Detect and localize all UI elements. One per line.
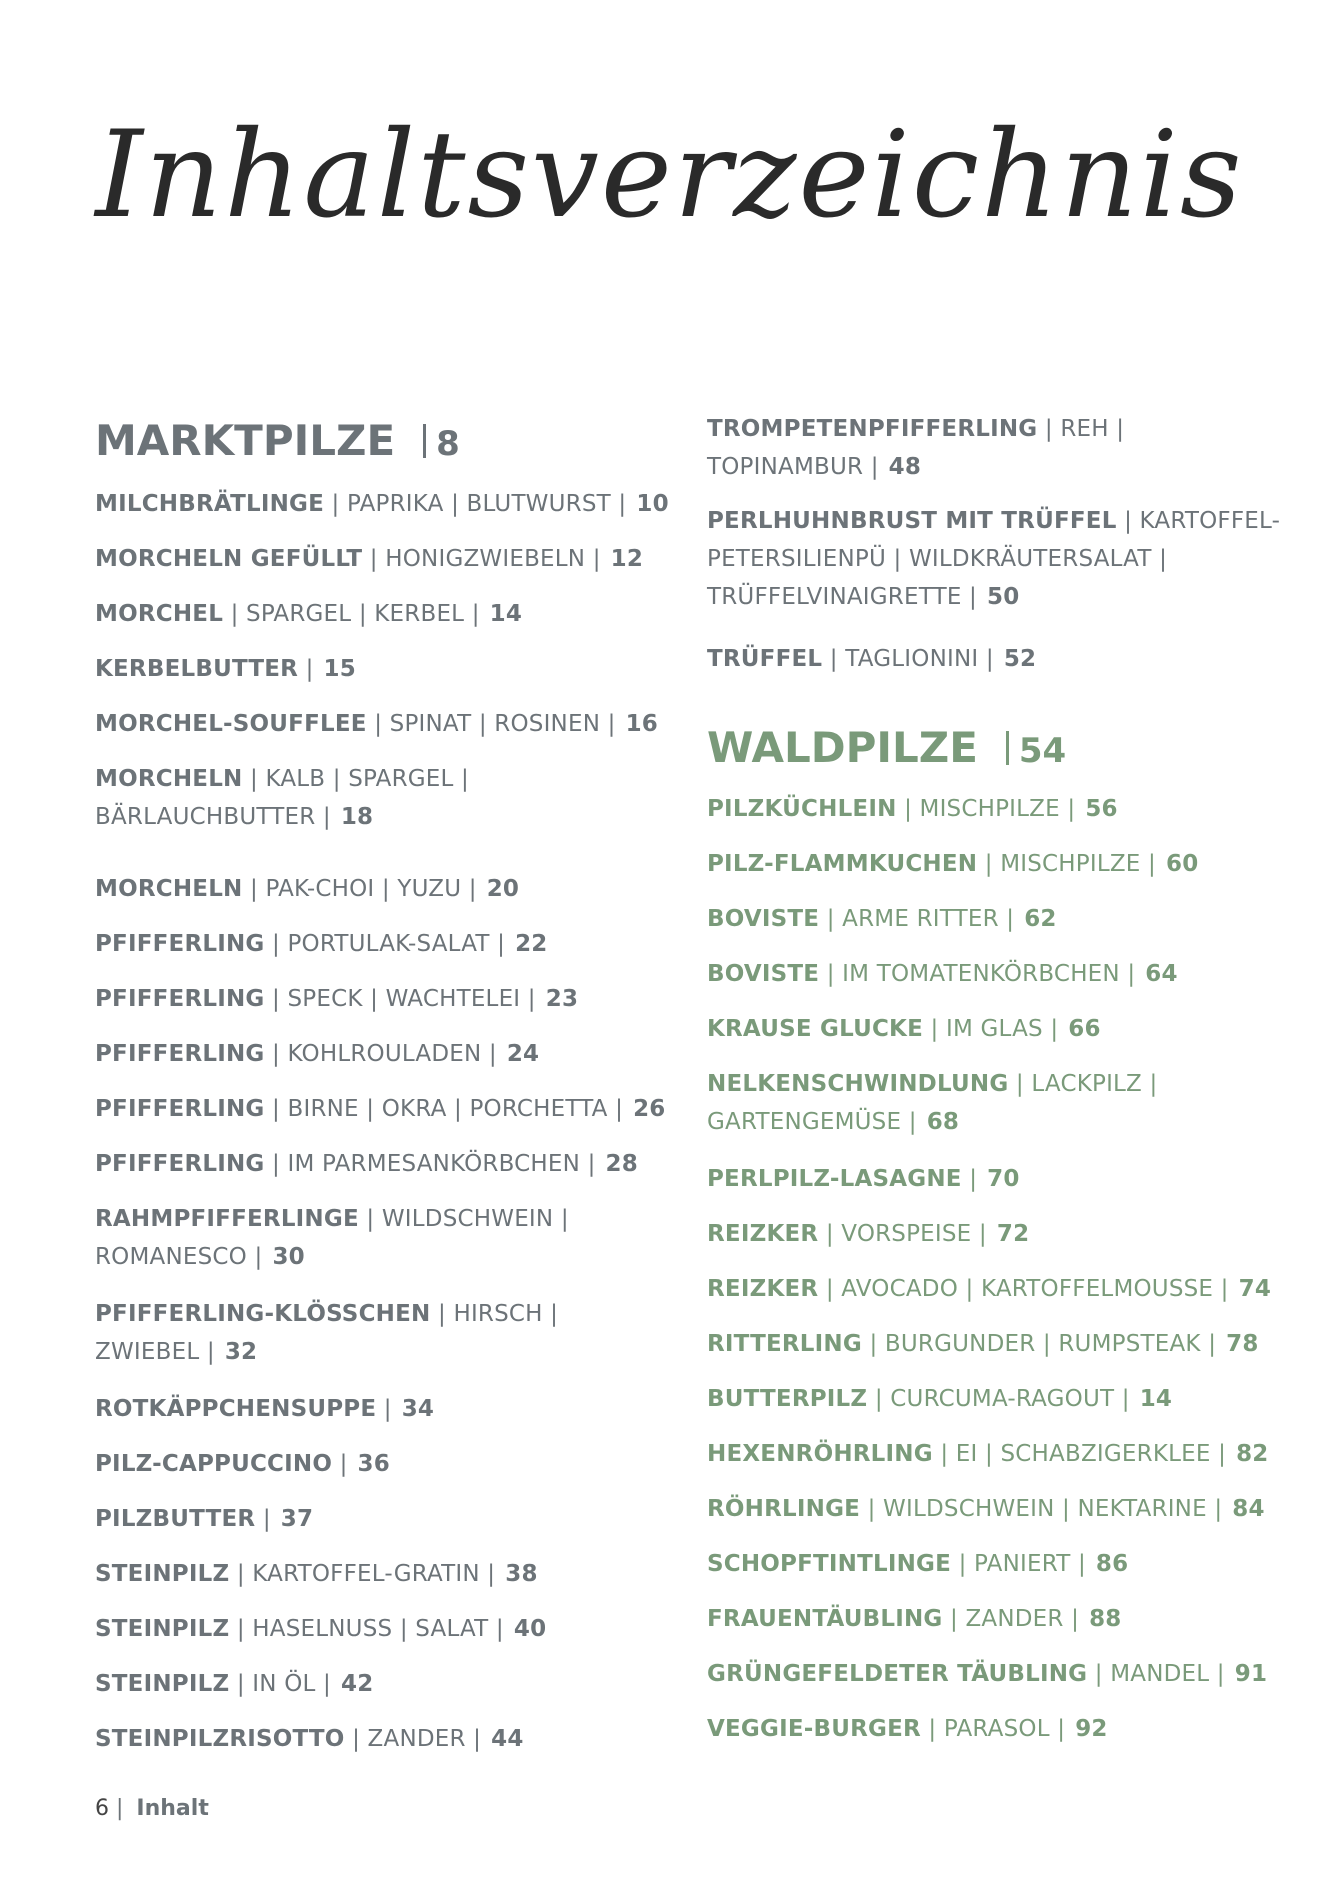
toc-entry-title: PFIFFERLING [95,986,265,1012]
toc-entry-title: GRÜNGEFELDETER TÄUBLING [707,1661,1088,1687]
toc-entry-detail: | IM PARMESANKÖRBCHEN | [272,1151,596,1177]
toc-entry [95,1295,558,1371]
toc-entry-page: 26 [633,1096,666,1122]
toc-entry-title: RAHMPFIFFERLINGE [95,1206,359,1232]
toc-entry-detail: | MISCHPILZE | [984,851,1156,877]
toc-entry-title: RÖHRLINGE [707,1496,861,1522]
toc-entry [707,410,1124,486]
toc-entry-detail: | AVOCADO | KARTOFFELMOUSSE | [825,1276,1229,1302]
toc-entry [707,1065,1157,1141]
toc-entry [707,845,1198,883]
toc-entry-detail: | BURGUNDER | RUMPSTEAK | [869,1331,1217,1357]
toc-entry-detail: | KALB | SPARGEL | [250,766,469,792]
section-title: WALDPILZE [707,723,978,772]
toc-entry-line [95,798,469,836]
toc-entry-line [707,1545,1128,1583]
toc-entry-line [95,1295,558,1333]
toc-entry-line [707,448,1124,486]
toc-entry-page: 20 [486,876,520,902]
toc-entry [707,1380,1172,1418]
toc-entry-page: 10 [636,491,669,517]
toc-entry-page: 44 [491,1726,524,1752]
toc-entry [707,640,1036,678]
toc-entry-detail: | PAK-CHOI | YUZU | [250,876,477,902]
toc-entry-page: 15 [323,656,356,682]
toc-entry-page: 62 [1024,906,1057,932]
toc-entry-title: VEGGIE-BURGER [707,1716,921,1742]
toc-entry [95,1555,538,1593]
toc-entry-title: MORCHELN [95,766,243,792]
toc-entry-line [95,1500,313,1538]
toc-entry-line [707,1710,1108,1748]
toc-entry-title: PILZ-FLAMMKUCHEN [707,851,978,877]
toc-entry-detail: | KARTOFFEL- [1124,508,1281,534]
toc-entry-line [95,980,578,1018]
toc-entry-title: STEINPILZRISOTTO [95,1726,345,1752]
toc-entry [95,485,669,523]
toc-entry [95,1610,546,1648]
toc-entry-line [707,1010,1101,1048]
toc-entry [707,900,1057,938]
toc-entry-page: 42 [340,1671,374,1697]
toc-entry-line [707,1380,1172,1418]
toc-entry-page: 60 [1166,851,1199,877]
toc-entry-title: BOVISTE [707,961,820,987]
toc-entry-detail: | [339,1451,348,1477]
toc-entry [95,650,356,688]
toc-entry-title: PILZ-CAPPUCCINO [95,1451,333,1477]
toc-entry-page: 64 [1145,961,1178,987]
toc-entry [95,1445,390,1483]
toc-entry [95,1390,434,1428]
toc-entry-detail: | SPINAT | ROSINEN | [374,711,616,737]
toc-entry-line [707,410,1124,448]
toc-entry-line [95,1035,539,1073]
toc-entry-page: 36 [357,1451,390,1477]
toc-entry-page: 78 [1226,1331,1259,1357]
toc-entry-title: RITTERLING [707,1331,862,1357]
toc-entry-detail: | HIRSCH | [437,1301,559,1327]
toc-entry-detail: | PANIERT | [958,1551,1086,1577]
toc-entry-line [707,1600,1121,1638]
toc-entry-line [95,1090,666,1128]
toc-entry-title: SCHOPFTINTLINGE [707,1551,952,1577]
toc-entry-line [95,925,547,963]
toc-entry-title: TRÜFFEL [707,646,823,672]
toc-entry-detail: | TAGLIONINI | [829,646,994,672]
toc-entry-title: BUTTERPILZ [707,1386,868,1412]
toc-entry-title: STEINPILZ [95,1561,230,1587]
toc-entry [95,540,643,578]
toc-entry-detail: | EI | SCHABZIGERKLEE | [940,1441,1227,1467]
toc-entry-line [95,760,469,798]
toc-entry-detail: | SPECK | WACHTELEI | [272,986,536,1012]
toc-entry-line [707,1325,1259,1363]
toc-entry-title: MORCHELN GEFÜLLT [95,546,363,572]
toc-entry [707,1710,1108,1748]
section-page-number: 54 [1018,731,1067,771]
toc-entry-detail: | IN ÖL | [236,1671,331,1697]
toc-entry [707,1490,1265,1528]
toc-entry-line [95,1238,569,1276]
toc-entry [707,1600,1121,1638]
toc-entry-detail: | ARME RITTER | [826,906,1015,932]
toc-entry-page: 88 [1089,1606,1122,1632]
toc-entry-line [95,1610,546,1648]
toc-entry [95,1090,666,1128]
toc-entry-title: KRAUSE GLUCKE [707,1016,923,1042]
toc-entry [95,1145,638,1183]
toc-entry [95,760,469,836]
toc-entry-page: 23 [545,986,579,1012]
toc-entry-title: PFIFFERLING [95,1096,265,1122]
toc-entry-detail: | BIRNE | OKRA | PORCHETTA | [272,1096,624,1122]
toc-entry-line [707,578,1280,616]
toc-entry-detail: BÄRLAUCHBUTTER | [95,804,331,830]
toc-entry-detail: | ZANDER | [950,1606,1080,1632]
toc-entry-line [95,1390,434,1428]
toc-entry-detail: | [262,1506,271,1532]
toc-entry-title: KERBELBUTTER [95,656,299,682]
toc-entry-line [707,790,1118,828]
page-footer [95,1796,209,1821]
toc-entry-line [95,870,519,908]
section-title: MARKTPILZE [95,416,396,465]
toc-entry-detail: ROMANESCO | [95,1244,263,1270]
toc-entry-line [95,485,669,523]
toc-entry [707,1010,1101,1048]
toc-entry-detail: | KARTOFFEL-GRATIN | [236,1561,496,1587]
toc-entry-detail: TOPINAMBUR | [707,454,879,480]
toc-entry-detail: | [305,656,314,682]
toc-entry-title: PFIFFERLING [95,1151,265,1177]
toc-entry-page: 56 [1085,796,1118,822]
toc-entry-page: 14 [489,601,523,627]
toc-entry [707,1435,1268,1473]
toc-entry-detail: | CURCUMA-RAGOUT | [874,1386,1130,1412]
section-heading-marktpilze [95,416,460,465]
toc-entry [95,1035,539,1073]
toc-entry-page: 28 [605,1151,638,1177]
toc-entry [707,1160,1020,1198]
toc-entry-detail: | HASELNUSS | SALAT | [236,1616,504,1642]
toc-entry-line [707,502,1280,540]
toc-entry-line [95,1445,390,1483]
toc-entry-line [95,705,658,743]
toc-entry-title: HEXENRÖHRLING [707,1441,933,1467]
toc-entry-detail: | MANDEL | [1094,1661,1225,1687]
toc-entry [707,1545,1128,1583]
toc-entry-title: PFIFFERLING [95,1041,265,1067]
section-separator [1006,731,1009,765]
toc-entry-line [95,1665,373,1703]
toc-entry [707,955,1178,993]
toc-entry [95,870,519,908]
toc-entry-line [95,1555,538,1593]
toc-entry-detail: TRÜFFELVINAIGRETTE | [707,584,978,610]
toc-entry-page: 32 [224,1339,258,1365]
toc-entry [707,790,1118,828]
toc-entry-detail: | PORTULAK-SALAT | [272,931,506,957]
toc-entry [95,925,547,963]
toc-entry-page: 16 [625,711,658,737]
toc-entry-page: 22 [515,931,548,957]
toc-entry-line [95,1333,558,1371]
toc-entry-detail: | [969,1166,978,1192]
toc-entry-page: 52 [1003,646,1037,672]
toc-entry-page: 40 [513,1616,547,1642]
toc-entry-page: 66 [1068,1016,1101,1042]
toc-entry-detail: | IM TOMATENKÖRBCHEN | [826,961,1136,987]
toc-entry-line [95,1720,524,1758]
toc-entry-line [707,540,1280,578]
toc-entry-line [707,640,1036,678]
toc-entry-page: 14 [1139,1386,1173,1412]
toc-entry-title: NELKENSCHWINDLUNG [707,1071,1009,1097]
toc-entry [95,1500,313,1538]
toc-entry [95,1200,569,1276]
toc-entry-page: 92 [1075,1716,1108,1742]
toc-entry-page: 48 [888,454,922,480]
toc-entry-page: 84 [1232,1496,1265,1522]
toc-entry-title: PERLHUHNBRUST MIT TRÜFFEL [707,508,1117,534]
toc-entry-page: 82 [1236,1441,1269,1467]
toc-entry-line [95,540,643,578]
footer-page-number: 6 [95,1796,109,1821]
toc-entry-title: MILCHBRÄTLINGE [95,491,325,517]
toc-entry-detail: | KOHLROULADEN | [272,1041,497,1067]
toc-entry-page: 50 [987,584,1020,610]
toc-entry-detail: | PARASOL | [928,1716,1066,1742]
toc-entry-page: 30 [272,1244,305,1270]
toc-entry-line [707,1435,1268,1473]
toc-entry-detail: | HONIGZWIEBELN | [369,546,601,572]
toc-entry-title: STEINPILZ [95,1671,230,1697]
toc-entry-line [707,1103,1157,1141]
toc-entry-detail: | ZANDER | [352,1726,482,1752]
toc-entry-title: MORCHELN [95,876,243,902]
toc-entry-line [95,1200,569,1238]
toc-entry-line [707,1160,1020,1198]
toc-entry-page: 34 [401,1396,435,1422]
toc-entry [707,1215,1029,1253]
toc-entry-line [707,1065,1157,1103]
toc-entry-title: PERLPILZ-LASAGNE [707,1166,962,1192]
toc-entry-page: 24 [506,1041,540,1067]
toc-entry-title: PFIFFERLING-KLÖSSCHEN [95,1301,431,1327]
toc-entry-title: MORCHEL-SOUFFLEE [95,711,367,737]
toc-entry-detail: | [383,1396,392,1422]
toc-entry-title: ROTKÄPPCHENSUPPE [95,1396,377,1422]
toc-entry-detail: GARTENGEMÜSE | [707,1109,917,1135]
toc-entry-line [707,900,1057,938]
toc-entry-line [707,955,1178,993]
toc-entry-title: TROMPETENPFIFFERLING [707,416,1038,442]
toc-entry-line [707,845,1198,883]
page-title: Inhaltsverzeichnis [95,106,1244,245]
toc-entry-page: 18 [340,804,374,830]
section-heading-waldpilze [707,723,1067,772]
toc-entry-title: BOVISTE [707,906,820,932]
toc-entry [707,1655,1267,1693]
section-page-number: 8 [436,424,460,464]
toc-entry-detail: | LACKPILZ | [1015,1071,1158,1097]
toc-entry-line [707,1490,1265,1528]
toc-entry-page: 12 [610,546,644,572]
toc-entry-title: PILZKÜCHLEIN [707,796,897,822]
toc-entry-detail: | WILDSCHWEIN | NEKTARINE | [867,1496,1223,1522]
toc-entry [95,1665,373,1703]
toc-entry-title: PFIFFERLING [95,931,265,957]
toc-entry [95,705,658,743]
toc-entry-line [95,650,356,688]
toc-entry [95,1720,524,1758]
toc-entry-detail: PETERSILIENPÜ | WILDKRÄUTERSALAT | [707,546,1168,572]
toc-entry [707,502,1280,616]
footer-label: Inhalt [136,1796,209,1821]
toc-entry-page: 38 [505,1561,538,1587]
toc-entry-page: 68 [926,1109,960,1135]
toc-entry-title: PILZBUTTER [95,1506,256,1532]
toc-entry-page: 86 [1095,1551,1129,1577]
toc-entry [707,1270,1271,1308]
toc-entry-detail: | REH | [1044,416,1125,442]
toc-entry-detail: | PAPRIKA | BLUTWURST | [331,491,627,517]
toc-entry-page: 74 [1238,1276,1272,1302]
toc-entry-line [95,595,522,633]
toc-entry-line [707,1215,1029,1253]
toc-entry-page: 91 [1234,1661,1268,1687]
toc-entry-detail: | VORSPEISE | [825,1221,987,1247]
toc-entry [95,980,578,1018]
toc-entry-page: 72 [996,1221,1030,1247]
toc-entry-line [707,1655,1267,1693]
toc-entry-title: FRAUENTÄUBLING [707,1606,943,1632]
toc-entry-page: 37 [280,1506,314,1532]
toc-entry-detail: | IM GLAS | [930,1016,1059,1042]
toc-entry [707,1325,1259,1363]
toc-entry-title: MORCHEL [95,601,224,627]
toc-entry-detail: | SPARGEL | KERBEL | [230,601,480,627]
toc-entry-detail: | WILDSCHWEIN | [366,1206,569,1232]
toc-entry-page: 70 [987,1166,1020,1192]
toc-entry-title: REIZKER [707,1221,819,1247]
toc-entry-title: STEINPILZ [95,1616,230,1642]
toc-entry-line [707,1270,1271,1308]
footer-separator: | [116,1796,124,1821]
toc-entry-detail: | MISCHPILZE | [904,796,1076,822]
toc-entry-title: REIZKER [707,1276,819,1302]
toc-entry-line [95,1145,638,1183]
toc-entry [95,595,522,633]
section-page [1006,731,1066,771]
section-separator [423,424,426,458]
section-page [423,424,460,464]
toc-entry-detail: ZWIEBEL | [95,1339,215,1365]
